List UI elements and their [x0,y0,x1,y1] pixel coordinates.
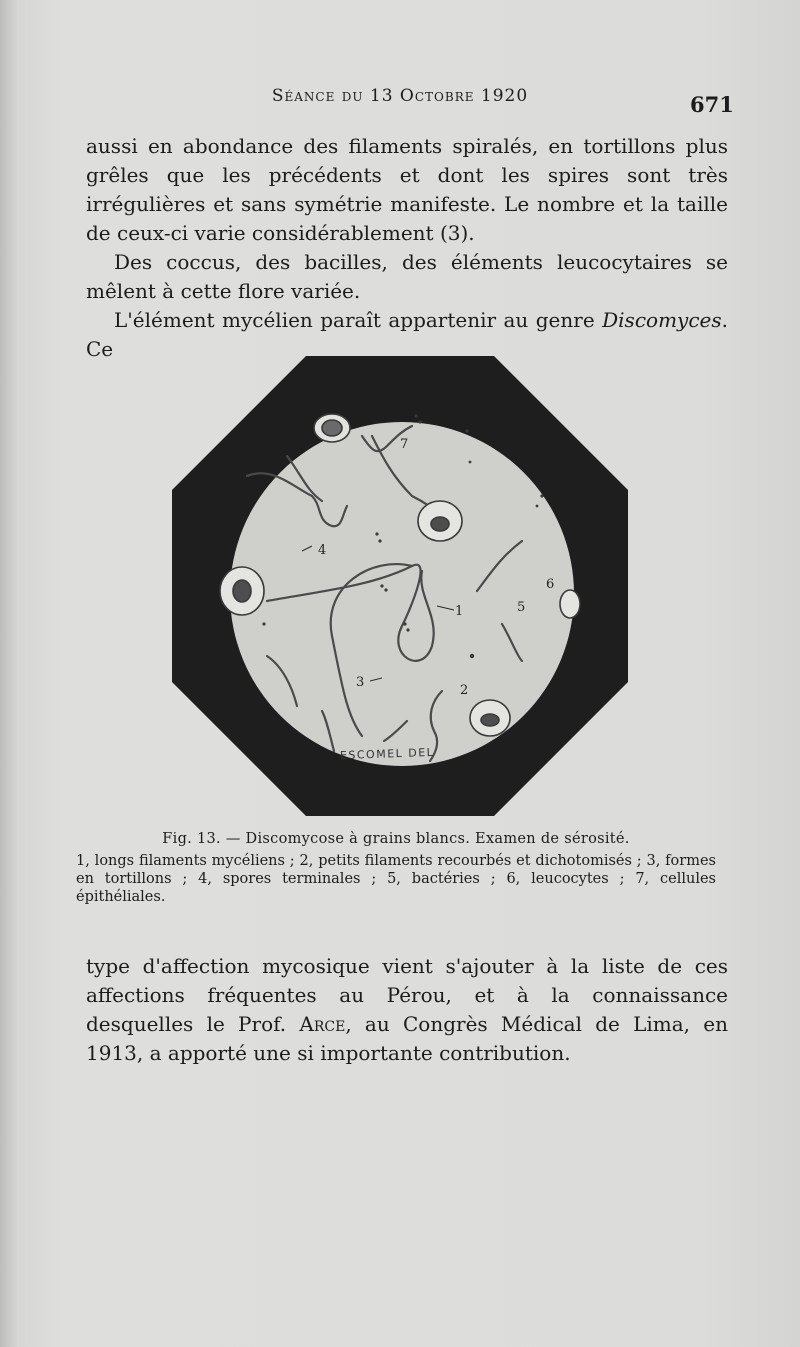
figure-label-1: 1 [455,604,464,619]
figure-label-2: 2 [460,683,469,698]
figure-label-6: 6 [546,577,555,592]
body-text-bottom [86,952,728,1068]
paragraph-3-start: L'élément mycélien paraît appartenir au genre [114,308,603,332]
figure-label-5: 5 [517,600,526,615]
micrograph-illustration [172,356,628,816]
paragraph-4 [86,952,728,1068]
running-head: Séance du 13 Octobre 1920 [271,86,529,106]
paragraph-2: Des coccus, des bacilles, des éléments leucocytaires se mêlent à cette flore variée. [86,250,728,303]
paragraph-3-end: . Ce [86,308,728,361]
figure-label-4: 4 [318,543,327,558]
body-text-top [86,132,728,364]
leucocyte-d [560,590,580,618]
microscope-field [230,422,574,766]
figure-label-3: 3 [356,675,365,690]
illustrator-signature: ESCOMEL DEL [339,745,435,763]
author-name: Arce [299,1012,346,1036]
paragraph-1: aussi en abondance des filaments spiralés, en tortillons plus grêles que les précédents et dont les spires sont très irrégulières et sans symétrie manifeste. Le nombre et la taille de ceux-ci varie considérablement (3). [86,134,728,245]
page-number: 671 [690,92,734,117]
figure-micrograph [172,356,628,816]
caption-title: Fig. 13. — Discomycose à grains blancs. Examen de sérosité. [162,831,630,847]
genus-name: Discomyces [602,308,722,332]
paragraph-4-end: , au Congrès Médical de Lima, en 1913, a apporté une si importante contribution. [86,1012,728,1065]
figure-caption [76,830,716,906]
paragraph-4-start: type d'affection mycosique vient s'ajouter à la liste de ces affections fréquentes au Pérou, et à la connaissance desquelles le Prof. [86,954,728,1036]
caption-legend: 1, longs filaments mycéliens ; 2, petits filaments recourbés et dichotomisés ; 3, formes en tortillons ; 4, spores terminales ; 5, bactéries ; 6, leucocytes ; 7, cellules épithéliales. [76,853,716,905]
figure-label-7: 7 [400,437,409,452]
